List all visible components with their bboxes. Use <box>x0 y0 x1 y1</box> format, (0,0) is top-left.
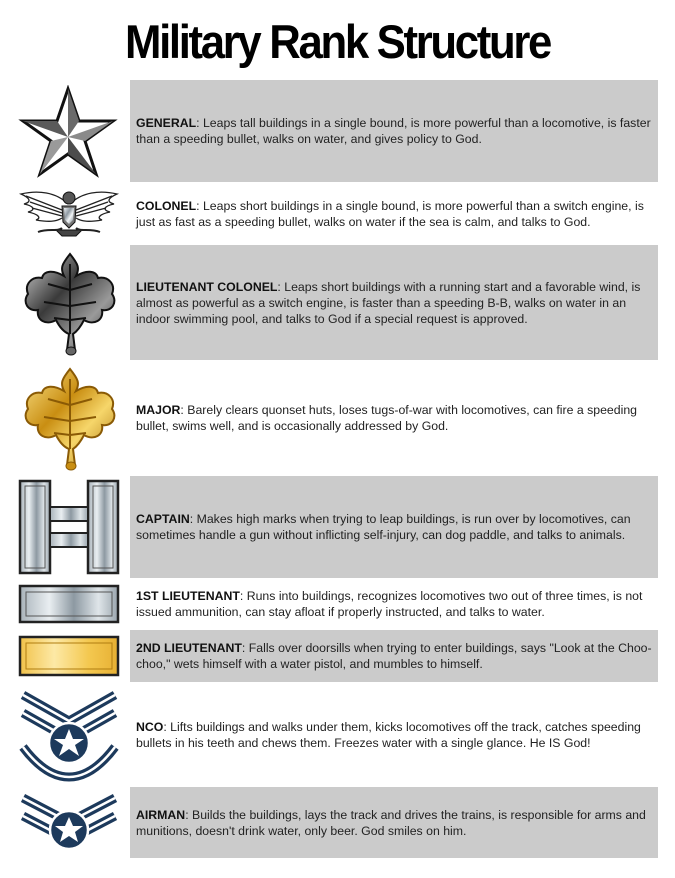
rank-row-major <box>0 362 675 474</box>
rank-description-panel <box>130 476 658 578</box>
rank-name: NCO <box>136 720 164 734</box>
rank-name: LIEUTENANT COLONEL <box>136 279 278 294</box>
rank-description: : Builds the buildings, lays the track and drives the trains, is responsible for arms and munitions, doesn't drink water, only beer. God smiles on him. <box>136 807 646 838</box>
rank-description-panel <box>130 580 658 628</box>
rank-description-panel <box>130 245 658 360</box>
rank-row-2nd-lieutenant <box>0 630 675 682</box>
star-icon <box>18 85 118 179</box>
silver-oak-leaf-icon <box>18 250 122 358</box>
eagle-icon <box>18 188 120 240</box>
gold-bar-icon <box>18 635 120 677</box>
rank-row-airman <box>0 787 675 858</box>
rank-description: : Leaps tall buildings in a single bound, is more powerful than a locomotive, is faster than a speeding bullet, walks on water, and gives policy to God. <box>136 116 651 146</box>
rank-description-panel <box>130 186 658 242</box>
rank-row-1st-lieutenant <box>0 580 675 628</box>
rank-name: COLONEL <box>136 199 197 213</box>
rank-row-lieutenant-colonel <box>0 245 675 360</box>
rank-description: : Leaps short buildings with a running start and a favorable wind, is almost as powerful as a switch engine, is faster than a speeding B-B, walks on water in an indoor swimming pool, and talks to God if a special request is approved. <box>136 279 641 326</box>
rank-description: : Makes high marks when trying to leap buildings, is run over by locomotives, can sometimes handle a gun without inflicting self-injury, can dog paddle, and talks to animals. <box>136 512 631 542</box>
rank-description: : Barely clears quonset huts, loses tugs-of-war with locomotives, can fire a speeding bullet, swims well, and is occasionally addressed by God. <box>136 403 637 433</box>
rank-name: 2ND LIEUTENANT <box>136 641 242 655</box>
silver-bar-icon <box>18 584 120 624</box>
rank-description-panel <box>130 362 658 474</box>
rank-description-panel <box>130 685 658 785</box>
rank-row-nco <box>0 685 675 785</box>
chevron-star-icon <box>18 687 120 783</box>
rank-row-general <box>0 80 675 182</box>
rank-name: MAJOR <box>136 403 181 417</box>
rank-name: GENERAL <box>136 116 197 130</box>
rank-name: 1ST LIEUTENANT <box>136 589 240 603</box>
rank-description: : Runs into buildings, recognizes locomotives two out of three times, is not issued ammunition, can stay afloat if properly instructed, and talks to water. <box>136 589 643 619</box>
rank-description-panel <box>130 80 658 182</box>
rank-name: AIRMAN <box>136 807 186 822</box>
rank-description-panel <box>130 787 658 858</box>
double-bar-icon <box>18 479 120 575</box>
rank-description: : Leaps short buildings in a single bound, is more powerful than a switch engine, is just as fast as a speeding bullet, walks on water if the sea is calm, and talks to God. <box>136 199 644 229</box>
rank-row-colonel <box>0 186 675 242</box>
page-title: Military Rank Structure <box>124 15 551 68</box>
rank-name: CAPTAIN <box>136 512 190 526</box>
rank-description-panel <box>130 630 658 682</box>
rank-description: : Lifts buildings and walks under them, kicks locomotives off the track, catches speeding bullets in his teeth and chews them. Freezes water with a single glance. He IS God! <box>136 720 641 750</box>
rank-description: : Falls over doorsills when trying to enter buildings, says "Look at the Choo-choo," wets himself with a water pistol, and mumbles to himself. <box>136 641 652 671</box>
gold-oak-leaf-icon <box>18 365 122 473</box>
rank-row-captain <box>0 476 675 578</box>
airman-chevron-icon <box>18 790 120 854</box>
